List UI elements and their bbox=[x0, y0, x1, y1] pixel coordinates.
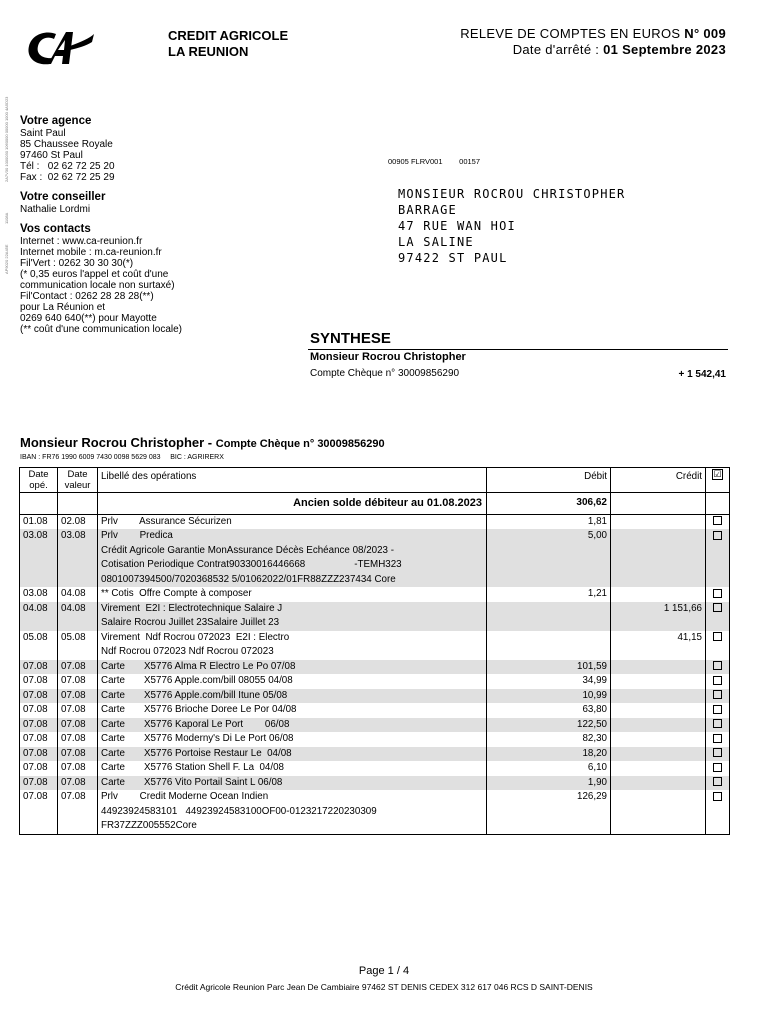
date-valeur-cell: 07.08 bbox=[58, 747, 98, 762]
statement-date-label: Date d'arrêté : bbox=[512, 42, 600, 57]
date-valeur-cell: 07.08 bbox=[58, 776, 98, 791]
side-code-3: AP9020 22A45E bbox=[4, 244, 9, 274]
side-code-1: 2A7V30 1000030 1060000 00000 1000 4A5D23 bbox=[4, 96, 9, 182]
table-row bbox=[20, 732, 730, 747]
synthese-holder: Monsieur Rocrou Christopher bbox=[310, 351, 466, 363]
credit-cell bbox=[611, 689, 706, 704]
label-cell bbox=[98, 790, 487, 834]
check-cell bbox=[706, 674, 730, 689]
checkbox-icon[interactable] bbox=[713, 734, 722, 743]
statement-date-value: 01 Septembre 2023 bbox=[603, 42, 726, 57]
label-line: Prlv Predica bbox=[101, 530, 173, 541]
col-check bbox=[706, 468, 730, 493]
synthese-account: Compte Chèque n° 30009856290 bbox=[310, 368, 460, 379]
checkbox-icon[interactable] bbox=[713, 777, 722, 786]
credit-cell bbox=[611, 776, 706, 791]
date-valeur-cell: 04.08 bbox=[58, 587, 98, 602]
date-valeur-cell: 07.08 bbox=[58, 660, 98, 675]
credit-cell bbox=[611, 660, 706, 675]
side-code-2: 1108A bbox=[4, 212, 9, 224]
credit-cell bbox=[611, 761, 706, 776]
credit-cell bbox=[611, 674, 706, 689]
bank-name-line2: LA REUNION bbox=[168, 44, 249, 59]
table-row bbox=[20, 718, 730, 733]
date-ope-cell: 07.08 bbox=[20, 718, 58, 733]
date-ope-cell: 07.08 bbox=[20, 790, 58, 834]
label-line: Carte X5776 Brioche Doree Le Por 04/08 bbox=[101, 704, 297, 715]
statement-title: RELEVE DE COMPTES EN EUROS bbox=[460, 26, 681, 41]
table-row bbox=[20, 776, 730, 791]
table-row bbox=[20, 660, 730, 675]
date-ope-cell: 07.08 bbox=[20, 761, 58, 776]
debit-cell: 1,90 bbox=[487, 776, 611, 791]
recipient-line: LA SALINE bbox=[398, 235, 474, 249]
checkbox-icon[interactable] bbox=[713, 676, 722, 685]
agency-info bbox=[20, 115, 182, 343]
label-line: Carte X5776 Station Shell F. La 04/08 bbox=[101, 762, 284, 773]
label-line: FR37ZZZ005552Core bbox=[101, 820, 197, 831]
table-row bbox=[20, 747, 730, 762]
date-valeur-cell: 07.08 bbox=[58, 689, 98, 704]
contact-line: Internet : www.ca-reunion.fr bbox=[20, 236, 143, 247]
label-line: Virement Ndf Rocrou 072023 E2I : Electro bbox=[101, 631, 290, 643]
credit-cell: 1 151,66 bbox=[611, 602, 706, 631]
credit-cell bbox=[611, 514, 706, 529]
agency-section bbox=[20, 115, 182, 183]
label-line: Ndf Rocrou 072023 Ndf Rocrou 072023 bbox=[101, 646, 274, 657]
label-line: Salaire Rocrou Juillet 23Salaire Juillet 23 bbox=[101, 617, 280, 628]
debit-cell: 1,81 bbox=[487, 514, 611, 529]
table-row bbox=[20, 689, 730, 704]
account-holder: Monsieur Rocrou Christopher - bbox=[20, 435, 213, 450]
check-cell bbox=[706, 747, 730, 762]
date-valeur-cell: 07.08 bbox=[58, 674, 98, 689]
label-line: Prlv Credit Moderne Ocean Indien bbox=[101, 791, 269, 802]
date-valeur-cell: 07.08 bbox=[58, 703, 98, 718]
credit-cell bbox=[611, 529, 706, 587]
label-cell bbox=[98, 747, 487, 762]
col-label: Libellé des opérations bbox=[98, 468, 487, 493]
date-valeur-cell: 02.08 bbox=[58, 514, 98, 529]
account-number: Compte Chèque n° 30009856290 bbox=[215, 438, 385, 450]
checkbox-icon[interactable] bbox=[713, 516, 722, 525]
table-row bbox=[20, 514, 730, 529]
credit-cell bbox=[611, 732, 706, 747]
checkbox-icon[interactable] bbox=[713, 603, 722, 612]
label-cell bbox=[98, 732, 487, 747]
label-line: Carte X5776 Apple.com/bill 08055 04/08 bbox=[101, 675, 293, 686]
credit-cell bbox=[611, 587, 706, 602]
checkbox-icon[interactable] bbox=[713, 763, 722, 772]
advisor-heading: Votre conseiller bbox=[20, 191, 106, 203]
agency-phone: Tél : 02 62 72 25 20 bbox=[20, 161, 115, 172]
label-cell bbox=[98, 674, 487, 689]
table-row bbox=[20, 790, 730, 834]
credit-agricole-logo-icon bbox=[26, 28, 96, 68]
contacts-heading: Vos contacts bbox=[20, 223, 91, 235]
debit-cell: 82,30 bbox=[487, 732, 611, 747]
contact-line: 0269 640 640(**) pour Mayotte bbox=[20, 313, 157, 324]
table-row bbox=[20, 703, 730, 718]
agency-line: Saint Paul bbox=[20, 128, 66, 139]
operations-table bbox=[19, 467, 730, 835]
statement-number: N° 009 bbox=[684, 26, 726, 41]
credit-cell bbox=[611, 718, 706, 733]
debit-cell: 126,29 bbox=[487, 790, 611, 834]
check-cell bbox=[706, 790, 730, 834]
advisor-section bbox=[20, 191, 182, 215]
date-ope-cell: 07.08 bbox=[20, 732, 58, 747]
label-cell bbox=[98, 587, 487, 602]
contact-line: Fil'Vert : 0262 30 30 30(*) bbox=[20, 258, 134, 269]
agency-line: 97460 St Paul bbox=[20, 150, 83, 161]
header-checkbox-icon: ☑ bbox=[713, 469, 722, 479]
recipient-address bbox=[398, 186, 625, 266]
date-ope-cell: 07.08 bbox=[20, 703, 58, 718]
contact-line: (** coût d'une communication locale) bbox=[20, 324, 182, 335]
table-row bbox=[20, 602, 730, 631]
mailing-reference: 00905 FLRV001 00157 bbox=[388, 157, 481, 166]
table-row bbox=[20, 631, 730, 660]
credit-cell bbox=[611, 790, 706, 834]
synthese-balance: + 1 542,41 bbox=[678, 369, 726, 380]
label-line: Carte X5776 Moderny's Di Le Port 06/08 bbox=[101, 733, 294, 744]
check-cell bbox=[706, 689, 730, 704]
credit-cell bbox=[611, 703, 706, 718]
label-line: Carte X5776 Kaporal Le Port 06/08 bbox=[101, 718, 290, 730]
date-valeur-cell: 07.08 bbox=[58, 790, 98, 834]
date-ope-cell: 07.08 bbox=[20, 689, 58, 704]
date-ope-cell: 01.08 bbox=[20, 514, 58, 529]
date-ope-cell: 07.08 bbox=[20, 674, 58, 689]
bank-name-line1: CREDIT AGRICOLE bbox=[168, 28, 289, 43]
date-valeur-cell: 04.08 bbox=[58, 602, 98, 631]
date-valeur-cell: 03.08 bbox=[58, 529, 98, 587]
old-balance-row bbox=[20, 493, 730, 515]
check-cell bbox=[706, 529, 730, 587]
checkbox-icon[interactable] bbox=[713, 792, 722, 801]
contact-line: Fil'Contact : 0262 28 28 28(**) bbox=[20, 291, 154, 302]
date-ope-cell: 05.08 bbox=[20, 631, 58, 660]
label-cell bbox=[98, 703, 487, 718]
col-credit: Crédit bbox=[611, 468, 706, 493]
table-header-row bbox=[20, 468, 730, 493]
contact-line: communication locale non surtaxé) bbox=[20, 280, 175, 291]
check-cell bbox=[706, 631, 730, 660]
label-cell bbox=[98, 602, 487, 631]
label-line: Prlv Assurance Sécurizen bbox=[101, 515, 232, 527]
credit-cell: 41,15 bbox=[611, 631, 706, 660]
label-line: Carte X5776 Alma R Electro Le Po 07/08 bbox=[101, 660, 296, 672]
label-cell bbox=[98, 660, 487, 675]
check-cell bbox=[706, 761, 730, 776]
date-valeur-cell: 05.08 bbox=[58, 631, 98, 660]
label-cell bbox=[98, 718, 487, 733]
contact-line: Internet mobile : m.ca-reunion.fr bbox=[20, 247, 162, 258]
check-cell bbox=[706, 602, 730, 631]
label-line: ** Cotis Offre Compte à composer bbox=[101, 588, 252, 599]
check-cell bbox=[706, 660, 730, 675]
date-valeur-cell: 07.08 bbox=[58, 761, 98, 776]
label-line: 44923924583101 44923924583100OF00-0123217220230309 bbox=[101, 805, 377, 817]
contact-line: (* 0,35 euros l'appel et coût d'une bbox=[20, 269, 169, 280]
debit-cell: 34,99 bbox=[487, 674, 611, 689]
recipient-line: 97422 ST PAUL bbox=[398, 251, 508, 265]
debit-cell: 1,21 bbox=[487, 587, 611, 602]
old-balance-label: Ancien solde débiteur au 01.08.2023 bbox=[98, 493, 487, 515]
label-line: Carte X5776 Vito Portail Saint L 06/08 bbox=[101, 776, 283, 788]
agency-heading: Votre agence bbox=[20, 115, 92, 127]
date-ope-cell: 07.08 bbox=[20, 660, 58, 675]
check-cell bbox=[706, 732, 730, 747]
contact-line: pour La Réunion et bbox=[20, 302, 106, 313]
check-cell bbox=[706, 587, 730, 602]
checkbox-icon[interactable] bbox=[713, 632, 722, 641]
synthese-title: SYNTHESE bbox=[310, 330, 391, 347]
agency-line: 85 Chaussee Royale bbox=[20, 139, 113, 150]
check-cell bbox=[706, 514, 730, 529]
debit-cell bbox=[487, 631, 611, 660]
table-row bbox=[20, 529, 730, 587]
account-holder-heading bbox=[20, 435, 385, 450]
checkbox-icon[interactable] bbox=[713, 748, 722, 757]
synthese-divider bbox=[308, 349, 728, 350]
table-row bbox=[20, 674, 730, 689]
label-cell bbox=[98, 689, 487, 704]
debit-cell: 18,20 bbox=[487, 747, 611, 762]
date-valeur-cell: 07.08 bbox=[58, 718, 98, 733]
debit-cell: 5,00 bbox=[487, 529, 611, 587]
label-cell bbox=[98, 776, 487, 791]
date-valeur-cell: 07.08 bbox=[58, 732, 98, 747]
debit-cell: 101,59 bbox=[487, 660, 611, 675]
col-date-ope: Date opé. bbox=[20, 468, 58, 493]
table-row bbox=[20, 761, 730, 776]
footer-address: Crédit Agricole Reunion Parc Jean De Cambiaire 97462 ST DENIS CEDEX 312 617 046 RCS D SAINT-DENIS bbox=[175, 982, 593, 992]
debit-cell: 6,10 bbox=[487, 761, 611, 776]
label-line: Virement E2I : Electrotechnique Salaire J bbox=[101, 602, 283, 614]
debit-cell bbox=[487, 602, 611, 631]
advisor-name: Nathalie Lordmi bbox=[20, 204, 91, 215]
label-line: Crédit Agricole Garantie MonAssurance Décès Echéance 08/2023 - bbox=[101, 544, 394, 556]
col-debit: Débit bbox=[487, 468, 611, 493]
page-number: Page 1 / 4 bbox=[358, 965, 410, 977]
label-line: Carte X5776 Portoise Restaur Le 04/08 bbox=[101, 747, 292, 759]
label-line: Cotisation Periodique Contrat90330016446668 -TEMH323 bbox=[101, 559, 402, 570]
check-cell bbox=[706, 718, 730, 733]
recipient-line: MONSIEUR ROCROU CHRISTOPHER bbox=[398, 187, 626, 201]
debit-cell: 10,99 bbox=[487, 689, 611, 704]
recipient-line: BARRAGE bbox=[398, 203, 457, 217]
date-ope-cell: 03.08 bbox=[20, 529, 58, 587]
recipient-line: 47 RUE WAN HOI bbox=[398, 219, 516, 233]
credit-cell bbox=[611, 747, 706, 762]
checkbox-icon[interactable] bbox=[713, 690, 722, 699]
old-balance-amount: 306,62 bbox=[487, 493, 611, 515]
date-ope-cell: 04.08 bbox=[20, 602, 58, 631]
check-cell bbox=[706, 776, 730, 791]
bank-name bbox=[168, 28, 288, 60]
checkbox-icon[interactable] bbox=[713, 661, 722, 670]
label-line: Carte X5776 Apple.com/bill Itune 05/08 bbox=[101, 689, 288, 701]
debit-cell: 122,50 bbox=[487, 718, 611, 733]
date-ope-cell: 07.08 bbox=[20, 776, 58, 791]
table-row bbox=[20, 587, 730, 602]
date-ope-cell: 03.08 bbox=[20, 587, 58, 602]
checkbox-icon[interactable] bbox=[713, 531, 722, 540]
checkbox-icon[interactable] bbox=[713, 589, 722, 598]
statement-header bbox=[460, 26, 726, 58]
contacts-section bbox=[20, 223, 182, 335]
date-ope-cell: 07.08 bbox=[20, 747, 58, 762]
label-cell bbox=[98, 631, 487, 660]
check-cell bbox=[706, 703, 730, 718]
label-cell bbox=[98, 761, 487, 776]
debit-cell: 63,80 bbox=[487, 703, 611, 718]
col-date-valeur: Date valeur bbox=[58, 468, 98, 493]
checkbox-icon[interactable] bbox=[713, 719, 722, 728]
agency-fax: Fax : 02 62 72 25 29 bbox=[20, 172, 115, 183]
checkbox-icon[interactable] bbox=[713, 705, 722, 714]
label-cell bbox=[98, 514, 487, 529]
label-cell bbox=[98, 529, 487, 587]
label-line: 0801007394500/7020368532 5/01062022/01FR88ZZZ237434 Core bbox=[101, 573, 396, 585]
iban-bic: IBAN : FR76 1990 6009 7430 0098 5629 083 BIC : AGRIRERX bbox=[20, 454, 224, 461]
